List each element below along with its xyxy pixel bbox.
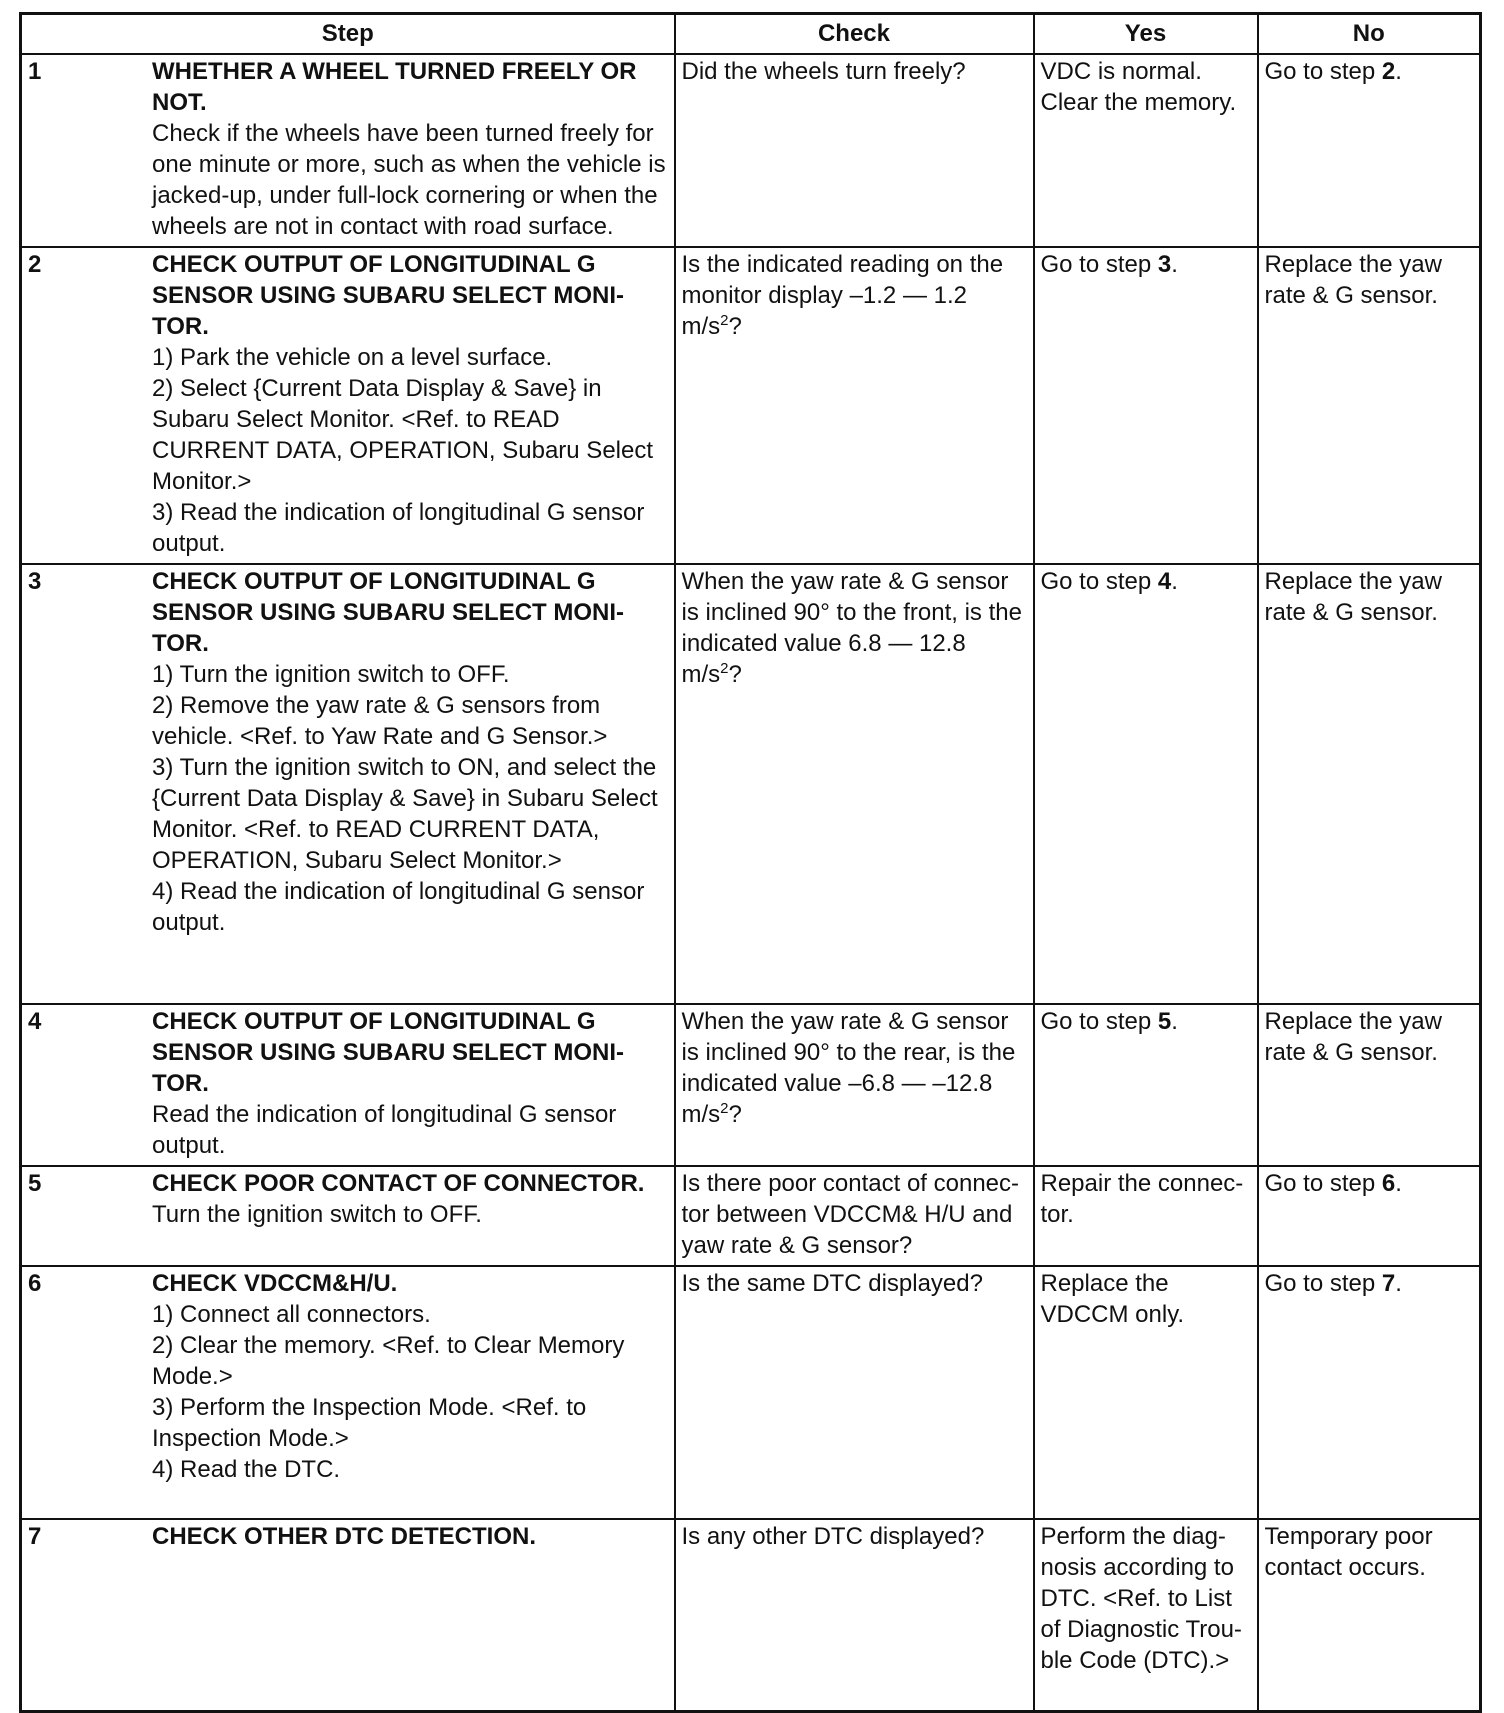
table-row — [21, 1004, 1481, 1166]
no-step-number: 7 — [1381, 1270, 1396, 1297]
yes-step-number: 5 — [1157, 1008, 1172, 1035]
step-instruction: 3) Perform the Inspection Mode. <Ref. to Inspection Mode.> — [152, 1394, 587, 1452]
step-cell — [21, 1004, 675, 1166]
step-wrap — [28, 56, 668, 242]
step-instruction: 4) Read the DTC. — [152, 1456, 341, 1483]
check-cell — [675, 1266, 1034, 1519]
yes-cell — [1034, 54, 1258, 247]
yes-action: Perform the diag-nosis according to DTC. <Ref. to List of Diagnostic Trou-ble Code (DTC).> — [1040, 1523, 1242, 1674]
check-question: When the yaw rate & G sensor is inclined 90° to the front, is the indicated value 6.8 — 12.8 m/s — [681, 568, 1022, 688]
check-cell — [675, 54, 1034, 247]
yes-step-number: 3 — [1157, 251, 1172, 278]
header-step: Step — [21, 14, 675, 55]
step-title: CHECK POOR CONTACT OF CONNECTOR. — [152, 1170, 645, 1197]
step-wrap — [28, 249, 668, 559]
step-number: 2 — [28, 251, 42, 278]
no-action: Replace the yaw rate & G sensor. — [1264, 1008, 1442, 1066]
step-title: CHECK OUTPUT OF LONGITUDINAL G SENSOR USING SUBARU SELECT MONI-TOR. — [152, 568, 625, 657]
header-check: Check — [675, 14, 1034, 55]
no-cell: Go to step 2. — [1258, 54, 1481, 247]
step-cell — [21, 54, 675, 247]
step-body — [152, 56, 668, 242]
check-question: Is there poor contact of connec-tor between VDCCM& H/U and yaw rate & G sensor? — [681, 1170, 1020, 1259]
step-wrap — [28, 566, 668, 938]
step-number: 1 — [28, 58, 42, 85]
step-wrap — [28, 1006, 668, 1161]
check-cell — [675, 1004, 1034, 1166]
no-action: Go to step — [1264, 58, 1382, 85]
step-body — [152, 1006, 668, 1161]
step-cell — [21, 1266, 675, 1519]
step-cell — [21, 1166, 675, 1266]
yes-step-number: 4 — [1157, 568, 1172, 595]
table-body — [21, 54, 1481, 1711]
check-question: Is the same DTC displayed? — [681, 1270, 983, 1297]
check-question-end: ? — [728, 313, 742, 340]
no-cell: Go to step 6. — [1258, 1166, 1481, 1266]
yes-action: Go to step — [1040, 568, 1158, 595]
diagnostic-procedure-sheet — [19, 12, 1479, 1682]
no-cell — [1258, 1519, 1481, 1711]
step-instruction: 1) Connect all connectors. — [152, 1301, 431, 1328]
check-question-end: ? — [728, 1101, 742, 1128]
yes-cell: Go to step 4. — [1034, 564, 1258, 1004]
step-wrap — [28, 1268, 668, 1485]
unit-exponent: 2 — [720, 660, 729, 677]
check-question-end: ? — [728, 661, 742, 688]
diagnostic-table — [19, 12, 1482, 1713]
check-cell — [675, 247, 1034, 564]
yes-action: Go to step — [1040, 1008, 1158, 1035]
yes-action: Go to step — [1040, 251, 1158, 278]
yes-cell: Go to step 3. — [1034, 247, 1258, 564]
step-number: 5 — [28, 1170, 42, 1197]
step-body — [152, 1168, 668, 1230]
step-wrap — [28, 1521, 668, 1552]
step-instruction: Check if the wheels have been turned freely for one minute or more, such as when the vehicle is jacked-up, under full-lock cornering or when the wheels are not in contact with road surface. — [152, 120, 666, 240]
step-number: 6 — [28, 1270, 42, 1297]
step-title: CHECK OTHER DTC DETECTION. — [152, 1523, 536, 1550]
table-row — [21, 1166, 1481, 1266]
yes-action: Replace the VDCCM only. — [1040, 1270, 1185, 1328]
yes-cell — [1034, 1519, 1258, 1711]
no-cell — [1258, 1004, 1481, 1166]
step-instruction: 1) Turn the ignition switch to OFF. — [152, 661, 510, 688]
step-wrap — [28, 1168, 668, 1230]
yes-action: VDC is normal. Clear the memory. — [1040, 58, 1237, 116]
step-instruction: 3) Turn the ignition switch to ON, and select the {Current Data Display & Save} in Subaru Select Monitor. <Ref. to READ CURRENT DATA, OPERATION, Subaru Select Monitor.> — [152, 754, 658, 874]
check-question: Is the indicated reading on the monitor display –1.2 — 1.2 m/s — [681, 251, 1004, 340]
step-instruction: 4) Read the indication of longitudinal G sensor output. — [152, 878, 645, 936]
step-cell — [21, 1519, 675, 1711]
step-title: CHECK VDCCM&H/U. — [152, 1270, 398, 1297]
check-question: Is any other DTC displayed? — [681, 1523, 985, 1550]
check-cell — [675, 1519, 1034, 1711]
step-title: WHETHER A WHEEL TURNED FREELY OR NOT. — [152, 58, 637, 116]
table-row — [21, 564, 1481, 1004]
step-instruction: 2) Clear the memory. <Ref. to Clear Memory Mode.> — [152, 1332, 625, 1390]
no-action: Replace the yaw rate & G sensor. — [1264, 251, 1442, 309]
table-row — [21, 1266, 1481, 1519]
no-action: Go to step — [1264, 1270, 1382, 1297]
table-row — [21, 247, 1481, 564]
no-cell — [1258, 247, 1481, 564]
step-body — [152, 249, 668, 559]
check-question: When the yaw rate & G sensor is inclined 90° to the rear, is the indicated value –6.8 — –12.8 m/s — [681, 1008, 1016, 1128]
step-number: 4 — [28, 1008, 42, 1035]
step-body — [152, 566, 668, 938]
table-header-row — [21, 14, 1481, 55]
table-row — [21, 1519, 1481, 1711]
step-title: CHECK OUTPUT OF LONGITUDINAL G SENSOR USING SUBARU SELECT MONI-TOR. — [152, 1008, 625, 1097]
step-number: 7 — [28, 1523, 42, 1550]
table-row — [21, 54, 1481, 247]
header-no: No — [1258, 14, 1481, 55]
check-cell — [675, 1166, 1034, 1266]
step-number: 3 — [28, 568, 42, 595]
no-step-number: 6 — [1381, 1170, 1396, 1197]
no-cell: Go to step 7. — [1258, 1266, 1481, 1519]
step-body — [152, 1268, 668, 1485]
step-cell — [21, 247, 675, 564]
step-body — [152, 1521, 668, 1552]
no-cell — [1258, 564, 1481, 1004]
header-yes: Yes — [1034, 14, 1258, 55]
no-action: Go to step — [1264, 1170, 1382, 1197]
no-action: Temporary poor contact occurs. — [1264, 1523, 1433, 1581]
no-step-number: 2 — [1381, 58, 1396, 85]
step-instruction: 2) Select {Current Data Display & Save} in Subaru Select Monitor. <Ref. to READ CURRENT DATA, OPERATION, Subaru Select Monitor.> — [152, 375, 654, 495]
step-instruction: Read the indication of longitudinal G sensor output. — [152, 1101, 617, 1159]
yes-cell: Go to step 5. — [1034, 1004, 1258, 1166]
yes-cell — [1034, 1266, 1258, 1519]
step-title: CHECK OUTPUT OF LONGITUDINAL G SENSOR USING SUBARU SELECT MONI-TOR. — [152, 251, 625, 340]
step-instruction: 3) Read the indication of longitudinal G sensor output. — [152, 499, 645, 557]
step-instruction: 1) Park the vehicle on a level surface. — [152, 344, 553, 371]
unit-exponent: 2 — [720, 312, 729, 329]
no-action: Replace the yaw rate & G sensor. — [1264, 568, 1442, 626]
step-cell — [21, 564, 675, 1004]
step-instruction: 2) Remove the yaw rate & G sensors from vehicle. <Ref. to Yaw Rate and G Sensor.> — [152, 692, 608, 750]
step-instruction: Turn the ignition switch to OFF. — [152, 1201, 482, 1228]
check-cell — [675, 564, 1034, 1004]
unit-exponent: 2 — [720, 1100, 729, 1117]
yes-cell — [1034, 1166, 1258, 1266]
check-question: Did the wheels turn freely? — [681, 58, 966, 85]
yes-action: Repair the connec-tor. — [1040, 1170, 1244, 1228]
